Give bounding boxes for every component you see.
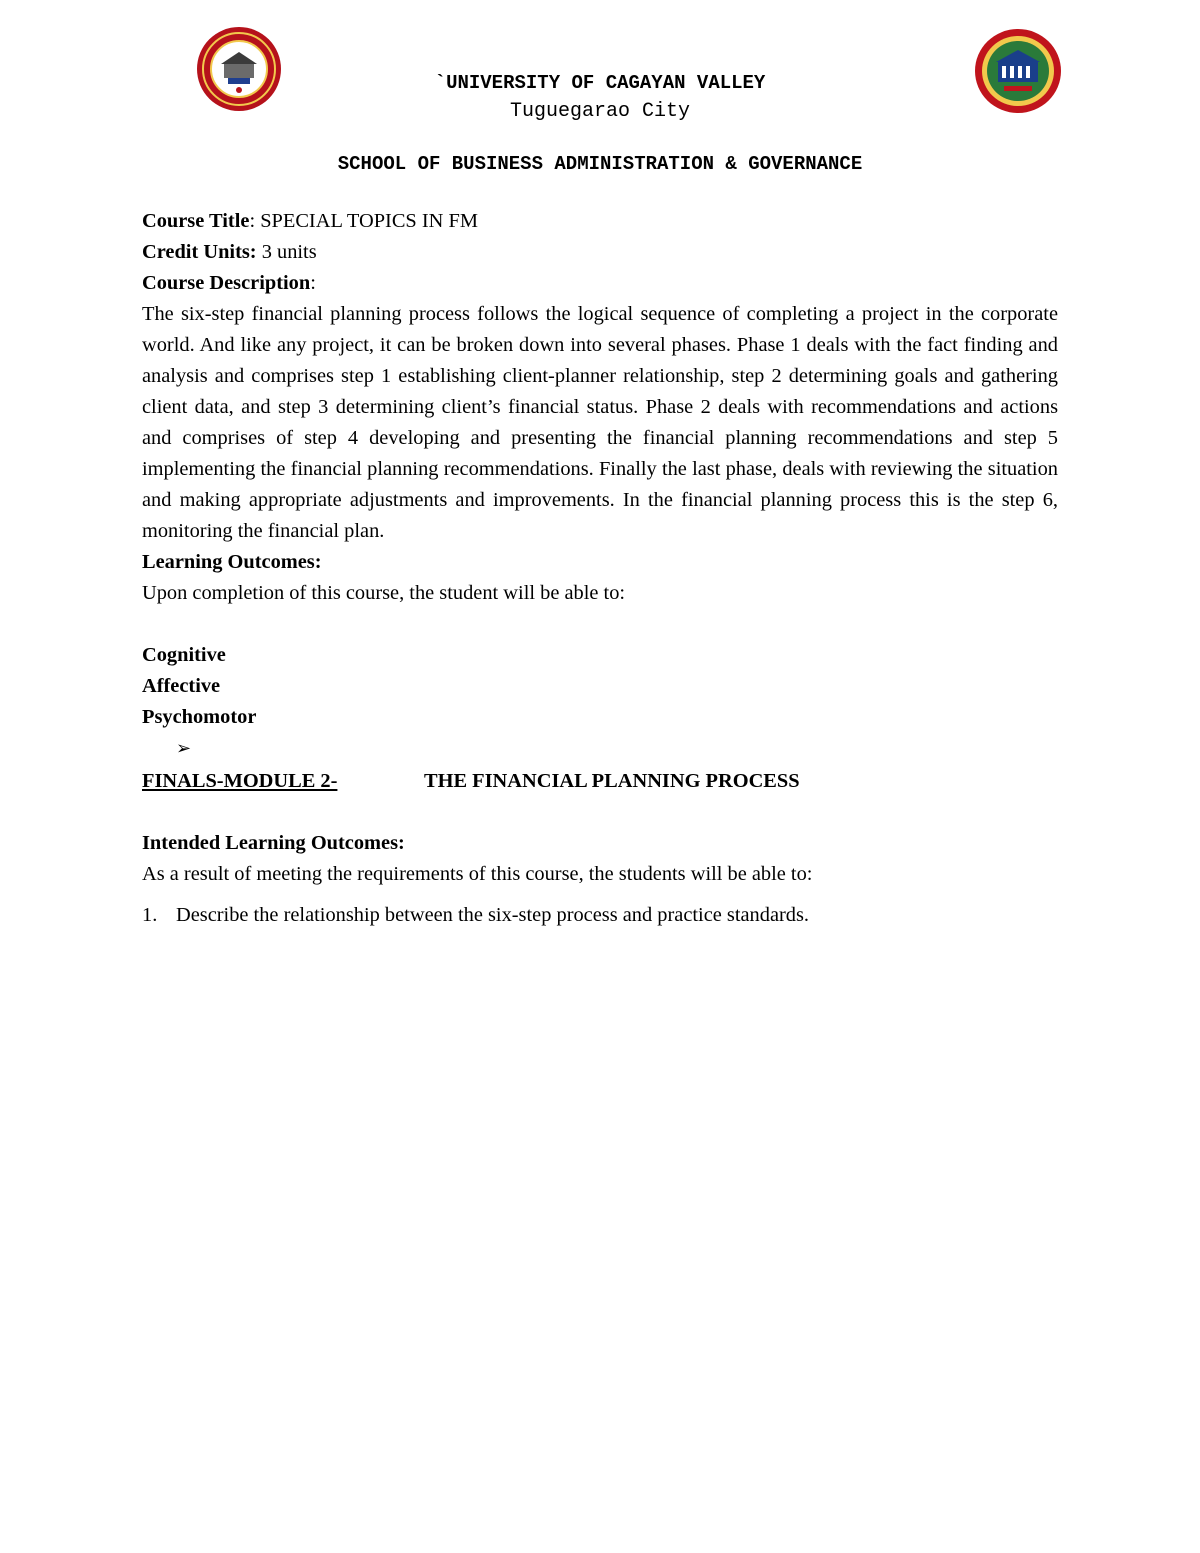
course-title-value: : SPECIAL TOPICS IN FM [249, 210, 478, 232]
learning-outcomes-intro: Upon completion of this course, the student will be able to: [142, 582, 626, 604]
list-item-text: Describe the relationship between the six-step process and practice standards. [176, 904, 810, 926]
list-item-number: 1. [142, 904, 158, 926]
arrow-bullet-icon: ➢ [176, 738, 192, 758]
course-description-heading [142, 268, 1058, 299]
intended-outcomes-heading: Intended Learning Outcomes: [142, 832, 405, 854]
credit-units-line [142, 237, 1058, 268]
course-title-line [142, 206, 1058, 237]
list-item [142, 900, 1058, 931]
spacer [142, 609, 1058, 640]
course-description-label: Course Description [142, 272, 311, 294]
document-body [142, 206, 1058, 931]
intended-outcomes-intro: As a result of meeting the requirements of this course, the students will be able to: [142, 863, 813, 885]
module-heading [142, 766, 1058, 797]
domain-cognitive: Cognitive [142, 644, 226, 666]
learning-outcomes-heading: Learning Outcomes: [142, 551, 322, 573]
city-name: Tuguegarao City [509, 100, 691, 123]
domain-affective: Affective [142, 675, 221, 697]
course-description-text: The six-step financial planning process follows the logical sequence of completing a project in the corporate world. And like any project, it can be broken down into several phases. Phase 1 deals with the fact finding and analysis and comprises step 1 establishing client-planner relationship, step 2 determining goals and gathering client data, and step 3 determining client’s financial status. Phase 2 deals with recommendations and actions and comprises of step 4 developing and presenting the financial planning recommendations and step 5 implementing the financial planning recommendations. Finally the last phase, deals with reviewing the situation and making appropriate adjustments and improvements. In the financial planning process this is the step 6, monitoring the financial plan. [142, 303, 1058, 542]
spacer [142, 797, 1058, 828]
domain-psychomotor: Psychomotor [142, 706, 257, 728]
course-title-label: Course Title [142, 210, 250, 232]
course-description-colon: : [310, 272, 316, 294]
credit-units-label: Credit Units: [142, 241, 257, 263]
module-title: THE FINANCIAL PLANNING PROCESS [424, 770, 800, 792]
university-name: `UNIVERSITY OF CAGAYAN VALLEY [434, 72, 766, 94]
module-label: FINALS-MODULE 2- [142, 770, 338, 792]
credit-units-value: 3 units [256, 241, 317, 263]
school-name: SCHOOL OF BUSINESS ADMINISTRATION & GOVERNANCE [337, 153, 863, 175]
